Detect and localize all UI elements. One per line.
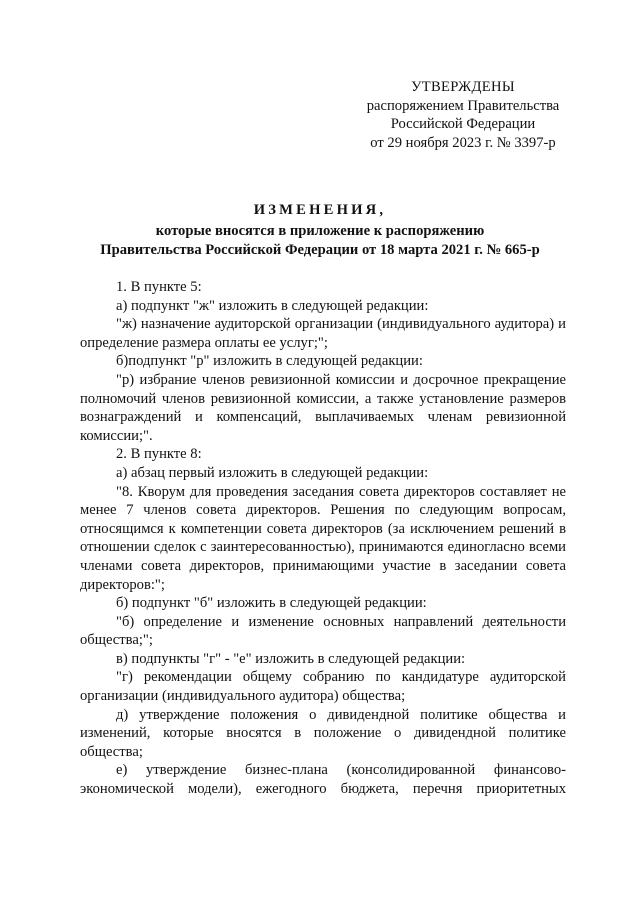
document-title: ИЗМЕНЕНИЯ, — [253, 202, 387, 218]
paragraph-subitem-a-2: а) абзац первый изложить в следующей редакции: — [116, 464, 429, 481]
approval-block — [348, 78, 578, 152]
paragraph-clause-zh: "ж) назначение аудиторской организации (индивидуального аудитора) и определение размера оплаты ее услуг;"; — [80, 316, 566, 351]
paragraph-clause-e: е) утверждение бизнес-плана (консолидированной финансово-экономической модели), ежегодного бюджета, перечня приоритетных — [80, 762, 566, 798]
paragraph-clause-r: "р) избрание членов ревизионной комиссии и досрочное прекращение полномочий членов ревизионной комиссии, а также установление размеров вознаграждений и компенсаций, выплачиваемых членам ревизионной комиссии;". — [80, 371, 566, 444]
paragraph-quorum: "8. Кворум для проведения заседания совета директоров составляет не менее 7 членов совета директоров. Решения по следующим вопросам, относящимся к компетенции совета директоров (за исключением решений в отношении сделок с заинтересованностью), принимаются единогласно всеми членами совета директоров, принимающими участие в заседании совета директоров:"; — [80, 483, 566, 593]
paragraph-subitem-a: а) подпункт "ж" изложить в следующей редакции: — [116, 297, 429, 314]
paragraph-subitem-b: б)подпункт "р" изложить в следующей редакции: — [116, 353, 423, 370]
paragraph-clause-g: "г) рекомендации общему собранию по кандидатуре аудиторской организации (индивидуального аудитора) общества; — [80, 669, 566, 705]
paragraph-subitem-b-2: б) подпункт "б" изложить в следующей редакции: — [116, 595, 427, 612]
subtitle-line-2: Правительства Российской Федерации от 18 марта 2021 г. № 665-р — [100, 241, 540, 258]
paragraph-clause-d: д) утверждение положения о дивидендной политике общества и изменений, которые вносятся в положение о дивидендной политике общества; — [80, 706, 566, 760]
subtitle-line-1: которые вносятся в приложение к распоряжению — [155, 223, 485, 239]
paragraph-item-1: 1. В пункте 5: — [116, 279, 202, 295]
document-body — [80, 278, 566, 799]
paragraph-subitem-v: в) подпункты "г" - "е" изложить в следующей редакции: — [116, 650, 466, 667]
approval-heading: УТВЕРЖДЕНЫ — [411, 79, 515, 95]
document-subtitle — [60, 222, 580, 259]
approval-line-date: от 29 ноября 2023 г. № 3397-р — [370, 134, 556, 151]
paragraph-item-2: 2. В пункте 8: — [116, 446, 202, 463]
approval-line-order: распоряжением Правительства — [366, 97, 560, 114]
paragraph-clause-b: "б) определение и изменение основных направлений деятельности общества;"; — [80, 613, 566, 649]
approval-line-country: Российской Федерации — [390, 116, 536, 132]
